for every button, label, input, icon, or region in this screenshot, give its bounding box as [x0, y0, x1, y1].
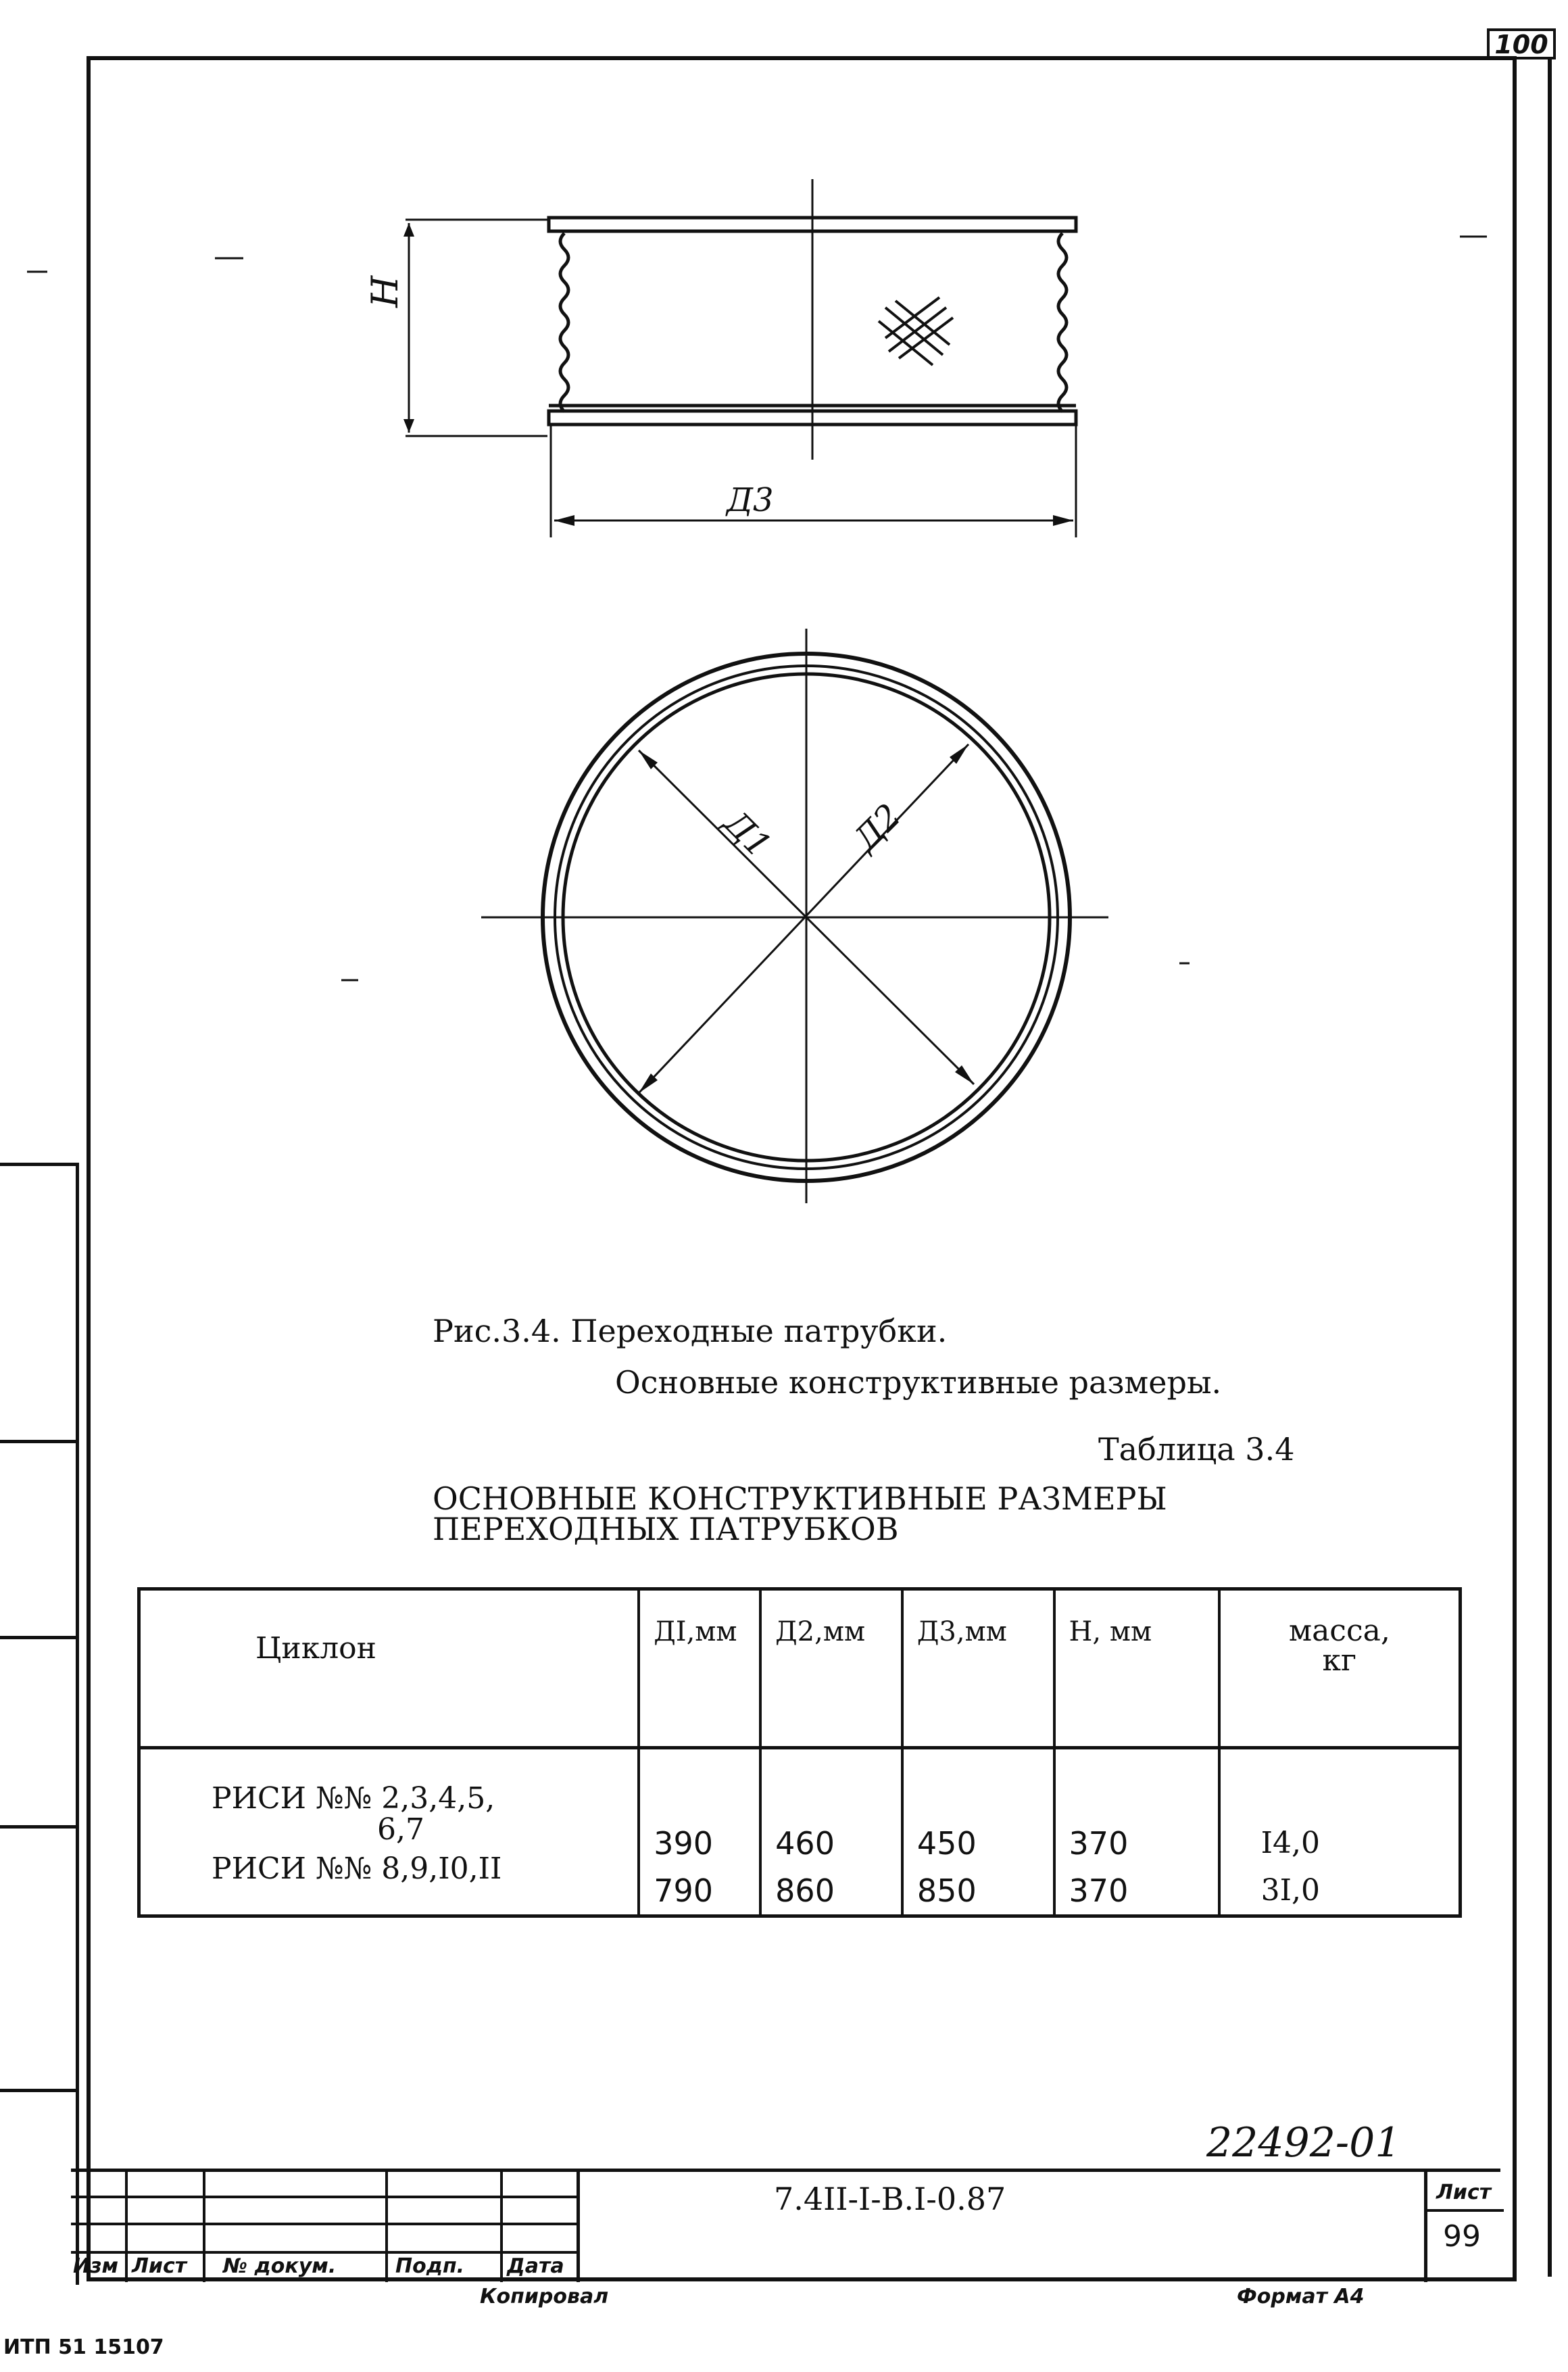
d2-cell — [760, 1748, 902, 1916]
header-mass-line1: масса, — [1288, 1614, 1390, 1648]
stamp-format: Формат А4 — [1237, 2285, 1365, 2308]
left-side-strip — [0, 1163, 79, 2285]
row1-d2: 460 — [775, 1825, 835, 1862]
stamp-col-date: Дата — [507, 2254, 564, 2278]
stamp-doc-code: 7.4II-I-В.I-0.87 — [774, 2181, 1006, 2217]
printer-code: ИТП 51 15107 — [3, 2335, 164, 2359]
diameter-d1-label: Д1 — [716, 802, 779, 866]
stamp-sheet-label: Лист — [1436, 2181, 1492, 2204]
diameter-d2-label: Д2 — [846, 796, 909, 859]
row1-d1: 390 — [654, 1825, 714, 1862]
table-number: Таблица 3.4 — [1098, 1431, 1295, 1468]
handwritten-number: 22492-01 — [1206, 2119, 1401, 2167]
stamp-col-izm: Изм — [73, 2254, 119, 2278]
stamp-col-list: Лист — [132, 2254, 187, 2278]
row1-cyclone-line2: 6,7 — [377, 1812, 424, 1847]
stamp-col-sign: Подп. — [395, 2254, 465, 2278]
figure-caption-line1: Рис.3.4. Переходные патрубки. — [433, 1313, 948, 1349]
stamp-col-doc: № докум. — [223, 2254, 337, 2278]
table-body-row — [139, 1748, 1461, 1916]
h-cell — [1054, 1748, 1219, 1916]
stamp-copied: Копировал — [480, 2285, 609, 2308]
row1-mass: I4,0 — [1260, 1826, 1321, 1860]
row1-h: 370 — [1069, 1825, 1129, 1862]
header-d3: Д3,мм — [902, 1589, 1054, 1748]
row1-d3: 450 — [916, 1825, 977, 1862]
row2-mass: 3I,0 — [1260, 1873, 1321, 1908]
row2-d3: 850 — [916, 1872, 977, 1909]
header-mass — [1219, 1589, 1461, 1748]
header-h: Н, мм — [1054, 1589, 1219, 1748]
row1-cyclone-line1: РИСИ №№ 2,3,4,5, — [212, 1781, 495, 1816]
corner-page-number: 100 — [1487, 28, 1556, 59]
cyclone-cell — [139, 1748, 639, 1916]
header-d2: Д2,мм — [760, 1589, 902, 1748]
diameter-d3-label: Д3 — [727, 481, 774, 519]
row2-d1: 790 — [654, 1872, 714, 1909]
figure-caption-line2: Основные конструктивные размеры. — [615, 1364, 1222, 1401]
header-cyclone: Циклон — [139, 1589, 639, 1748]
d3-cell — [902, 1748, 1054, 1916]
header-mass-line2: кг — [1322, 1643, 1357, 1678]
row2-d2: 860 — [775, 1872, 835, 1909]
mass-cell — [1219, 1748, 1461, 1916]
title-block — [71, 2169, 1504, 2282]
d1-cell — [639, 1748, 760, 1916]
spec-table — [137, 1587, 1462, 1918]
table-header-row — [139, 1589, 1461, 1748]
header-d1: ДI,мм — [639, 1589, 760, 1748]
stamp-sheet-number: 99 — [1443, 2219, 1481, 2254]
row2-cyclone-line1: РИСИ №№ 8,9,I0,II — [212, 1851, 502, 1886]
height-label: H — [364, 275, 406, 308]
table-title-line1: ОСНОВНЫЕ КОНСТРУКТИВНЫЕ РАЗМЕРЫ — [433, 1480, 1167, 1517]
row2-h: 370 — [1069, 1872, 1129, 1909]
table-title-line2: ПЕРЕХОДНЫХ ПАТРУБКОВ — [433, 1511, 899, 1547]
